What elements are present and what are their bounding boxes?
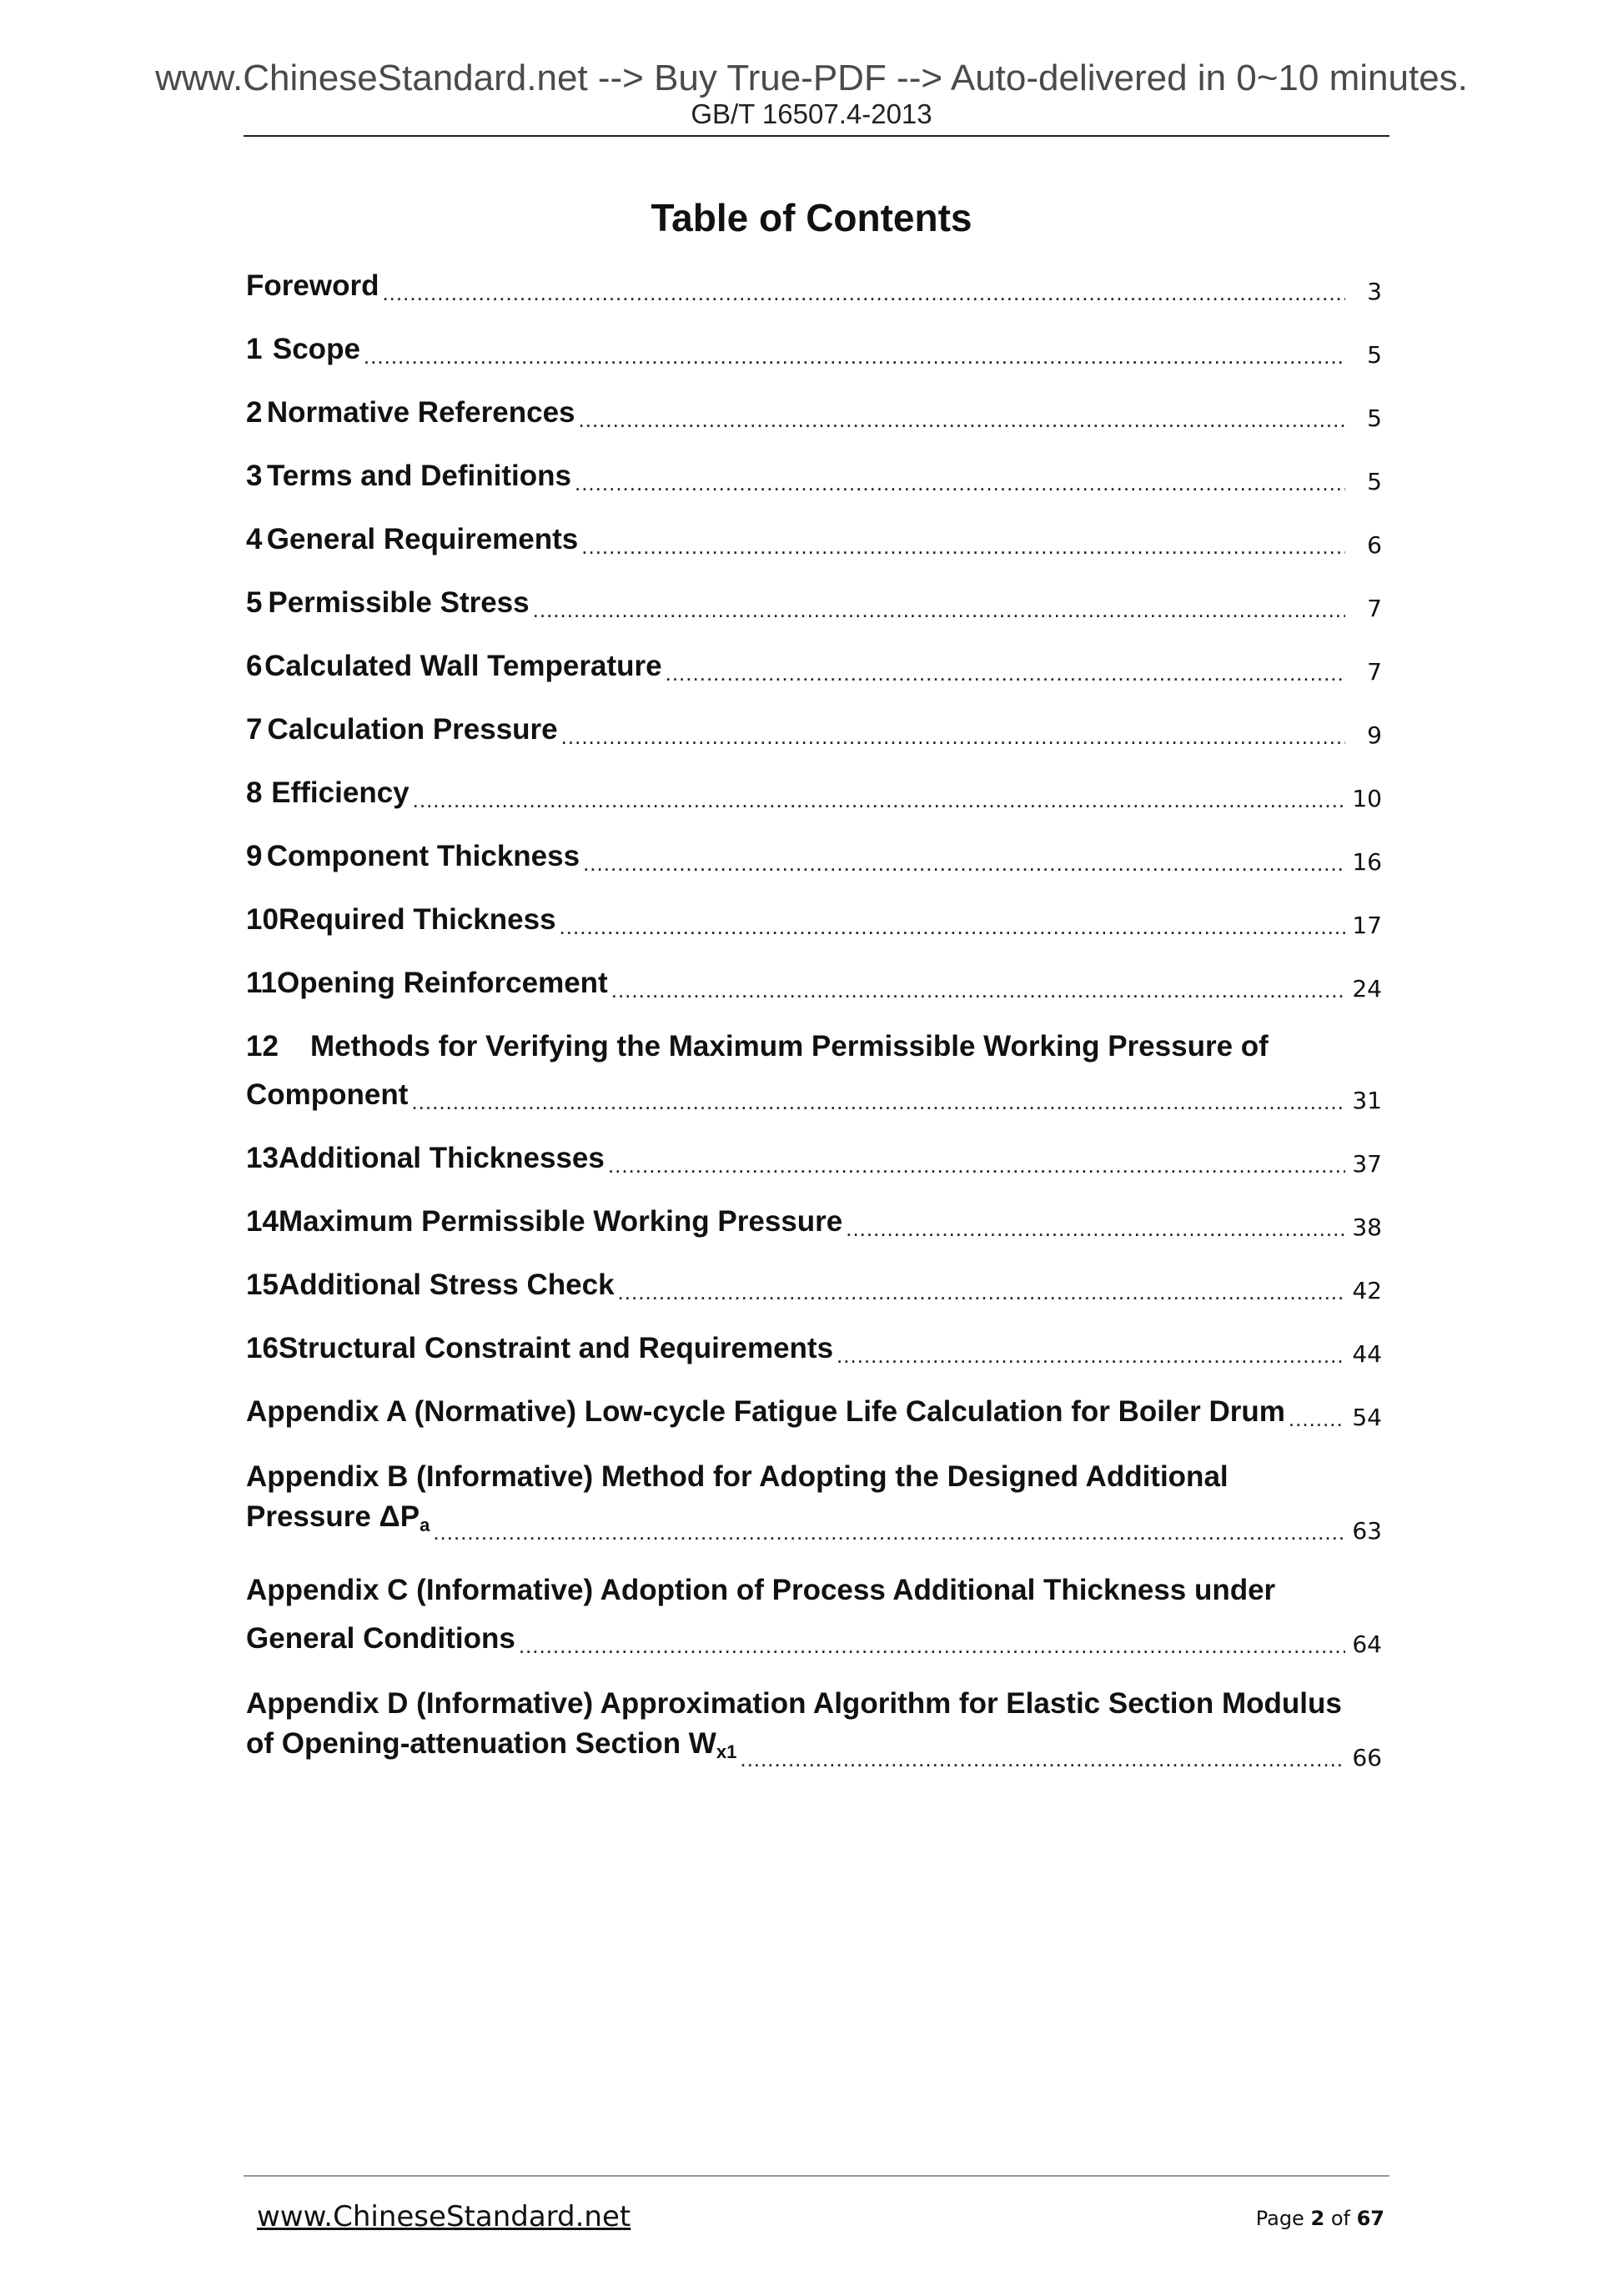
table-of-contents xyxy=(246,0,1382,1835)
toc-entry-title: Efficiency xyxy=(271,776,410,809)
dot-leader xyxy=(581,529,1345,564)
toc-entry-title-cont: Pressure $\Delta P_a$ xyxy=(246,1500,430,1535)
total-pages: 67 xyxy=(1356,2207,1384,2230)
toc-entry-title: Calculation Pressure xyxy=(267,713,558,746)
toc-entry-number: 10 xyxy=(246,903,279,936)
toc-entry-8[interactable] xyxy=(246,769,1382,817)
toc-entry-title: General Requirements xyxy=(266,523,579,555)
toc-entry-page: 5 xyxy=(1367,404,1382,432)
dot-leader xyxy=(519,1628,1345,1663)
toc-entry-11[interactable] xyxy=(246,959,1382,1007)
toc-entry-title: Methods for Verifying the Maximum Permissible Working Pressure of xyxy=(310,1030,1269,1063)
dot-leader xyxy=(579,402,1345,437)
dot-leader xyxy=(382,275,1345,310)
standard-code: GB/T 16507.4-2013 xyxy=(691,98,932,129)
toc-entry-page: 66 xyxy=(1352,1744,1382,1771)
toc-entry-number: 16 xyxy=(246,1332,279,1364)
toc-entry-number: 11 xyxy=(246,967,277,999)
toc-entry-page: 3 xyxy=(1367,278,1382,305)
dot-leader xyxy=(618,1274,1345,1309)
dot-leader xyxy=(583,846,1345,881)
toc-entry-page: 37 xyxy=(1352,1150,1382,1178)
toc-entry-page: 63 xyxy=(1352,1517,1382,1545)
toc-entry-page: 17 xyxy=(1352,912,1382,939)
toc-entry-page: 5 xyxy=(1367,341,1382,369)
toc-entry-page: 16 xyxy=(1352,848,1382,876)
toc-entry-page: 7 xyxy=(1367,595,1382,622)
toc-entry-1[interactable] xyxy=(246,325,1382,374)
toc-entry-number: 3 xyxy=(246,460,263,492)
toc-entry-12[interactable] xyxy=(246,1022,1382,1119)
toc-entry-number: 7 xyxy=(246,713,263,746)
toc-entry-number: 13 xyxy=(246,1142,279,1174)
toc-entry-4[interactable] xyxy=(246,515,1382,564)
toc-entry-page: 42 xyxy=(1352,1277,1382,1304)
toc-entry-title: Terms and Definitions xyxy=(267,460,571,492)
toc-entry-number: 12 xyxy=(246,1030,279,1063)
toc-entry-title: Required Thickness xyxy=(278,903,556,936)
toc-entry-3[interactable] xyxy=(246,452,1382,500)
dot-leader xyxy=(413,782,1345,817)
page-title: Table of Contents xyxy=(651,196,972,239)
toc-entry-title: Scope xyxy=(272,333,360,365)
toc-entry-10[interactable] xyxy=(246,896,1382,944)
site-banner: www.ChineseStandard.net --> Buy True-PDF --> Auto-delivered in 0~10 minutes. xyxy=(155,58,1468,98)
toc-entry-title: Appendix B (Informative) Method for Adopting the Designed Additional xyxy=(246,1460,1229,1493)
toc-entry-foreword[interactable] xyxy=(246,262,1382,310)
toc-entry-page: 6 xyxy=(1367,531,1382,559)
toc-entry-appendix-d[interactable] xyxy=(246,1680,1382,1776)
dot-leader xyxy=(533,592,1345,627)
toc-entry-page: 24 xyxy=(1352,975,1382,1002)
toc-entry-page: 9 xyxy=(1367,721,1382,749)
toc-entry-appendix-c[interactable] xyxy=(246,1566,1382,1663)
subscript: a xyxy=(420,1515,430,1535)
toc-entry-page: 31 xyxy=(1352,1087,1382,1114)
toc-entry-number: 15 xyxy=(246,1269,279,1301)
toc-entry-title: Additional Stress Check xyxy=(278,1269,615,1301)
toc-entry-title-cont: Component xyxy=(246,1078,409,1111)
toc-entry-page: 54 xyxy=(1352,1404,1382,1431)
toc-entry-13[interactable] xyxy=(246,1134,1382,1183)
footer-rule xyxy=(244,2175,1389,2177)
toc-entry-number: 6 xyxy=(246,650,263,682)
toc-entry-title: Maximum Permissible Working Pressure xyxy=(278,1205,843,1238)
dot-leader xyxy=(433,1515,1345,1550)
toc-entry-number: 1 xyxy=(246,333,263,365)
toc-entry-7[interactable] xyxy=(246,706,1382,754)
dot-leader xyxy=(846,1211,1345,1246)
toc-entry-page: 10 xyxy=(1352,785,1382,812)
dot-leader xyxy=(364,339,1345,374)
dot-leader xyxy=(560,909,1345,944)
footer-site-link[interactable]: www.ChineseStandard.net xyxy=(257,2200,631,2233)
toc-entry-16[interactable] xyxy=(246,1324,1382,1373)
toc-entry-5[interactable] xyxy=(246,579,1382,627)
toc-entry-title: Structural Constraint and Requirements xyxy=(278,1332,834,1364)
toc-entry-appendix-a[interactable] xyxy=(246,1388,1382,1436)
dot-leader xyxy=(561,719,1345,754)
toc-entry-title: Appendix A (Normative) Low-cycle Fatigue Life Calculation for Boiler Drum xyxy=(246,1395,1285,1428)
toc-entry-number: 9 xyxy=(246,840,263,872)
toc-entry-number: 4 xyxy=(246,523,263,555)
page-indicator: Page 2 of 67 xyxy=(1255,2207,1384,2230)
toc-entry-page: 44 xyxy=(1352,1340,1382,1368)
toc-entry-page: 64 xyxy=(1352,1630,1382,1658)
toc-entry-title: Appendix C (Informative) Adoption of Process Additional Thickness under xyxy=(246,1574,1276,1606)
toc-entry-appendix-b[interactable] xyxy=(246,1453,1382,1550)
toc-entry-number: 8 xyxy=(246,776,263,809)
toc-entry-page: 7 xyxy=(1367,658,1382,686)
toc-entry-number: 5 xyxy=(246,586,263,619)
toc-entry-9[interactable] xyxy=(246,832,1382,881)
toc-entry-2[interactable] xyxy=(246,389,1382,437)
toc-entry-title: Normative References xyxy=(266,396,575,429)
toc-entry-number: 14 xyxy=(246,1205,279,1238)
toc-entry-page: 38 xyxy=(1352,1213,1382,1241)
subscript: x1 xyxy=(716,1741,737,1762)
dot-leader xyxy=(1289,1401,1345,1436)
dot-leader xyxy=(608,1148,1345,1183)
dot-leader xyxy=(837,1338,1345,1373)
toc-entry-title: Component Thickness xyxy=(266,840,580,872)
dot-leader xyxy=(611,972,1345,1007)
toc-entry-title: Additional Thicknesses xyxy=(278,1142,605,1174)
current-page: 2 xyxy=(1310,2207,1325,2230)
toc-entry-title-cont: of Opening-attenuation Section $W_{x1}$ xyxy=(246,1727,737,1762)
toc-entry-6[interactable] xyxy=(246,642,1382,691)
toc-entry-title: Permissible Stress xyxy=(268,586,530,619)
dot-leader xyxy=(575,465,1345,500)
toc-entry-14[interactable] xyxy=(246,1198,1382,1246)
toc-entry-number: 2 xyxy=(246,396,263,429)
toc-entry-title: Calculated Wall Temperature xyxy=(264,650,662,682)
toc-entry-title: Foreword xyxy=(246,269,379,302)
toc-entry-title: Appendix D (Informative) Approximation Algorithm for Elastic Section Modulus xyxy=(246,1687,1342,1720)
dot-leader xyxy=(411,1084,1345,1119)
toc-entry-page: 5 xyxy=(1367,468,1382,495)
toc-entry-title-cont: General Conditions xyxy=(246,1622,515,1655)
toc-entry-title: Opening Reinforcement xyxy=(277,967,608,999)
dot-leader xyxy=(740,1741,1345,1776)
toc-entry-15[interactable] xyxy=(246,1261,1382,1309)
dot-leader xyxy=(666,656,1345,691)
